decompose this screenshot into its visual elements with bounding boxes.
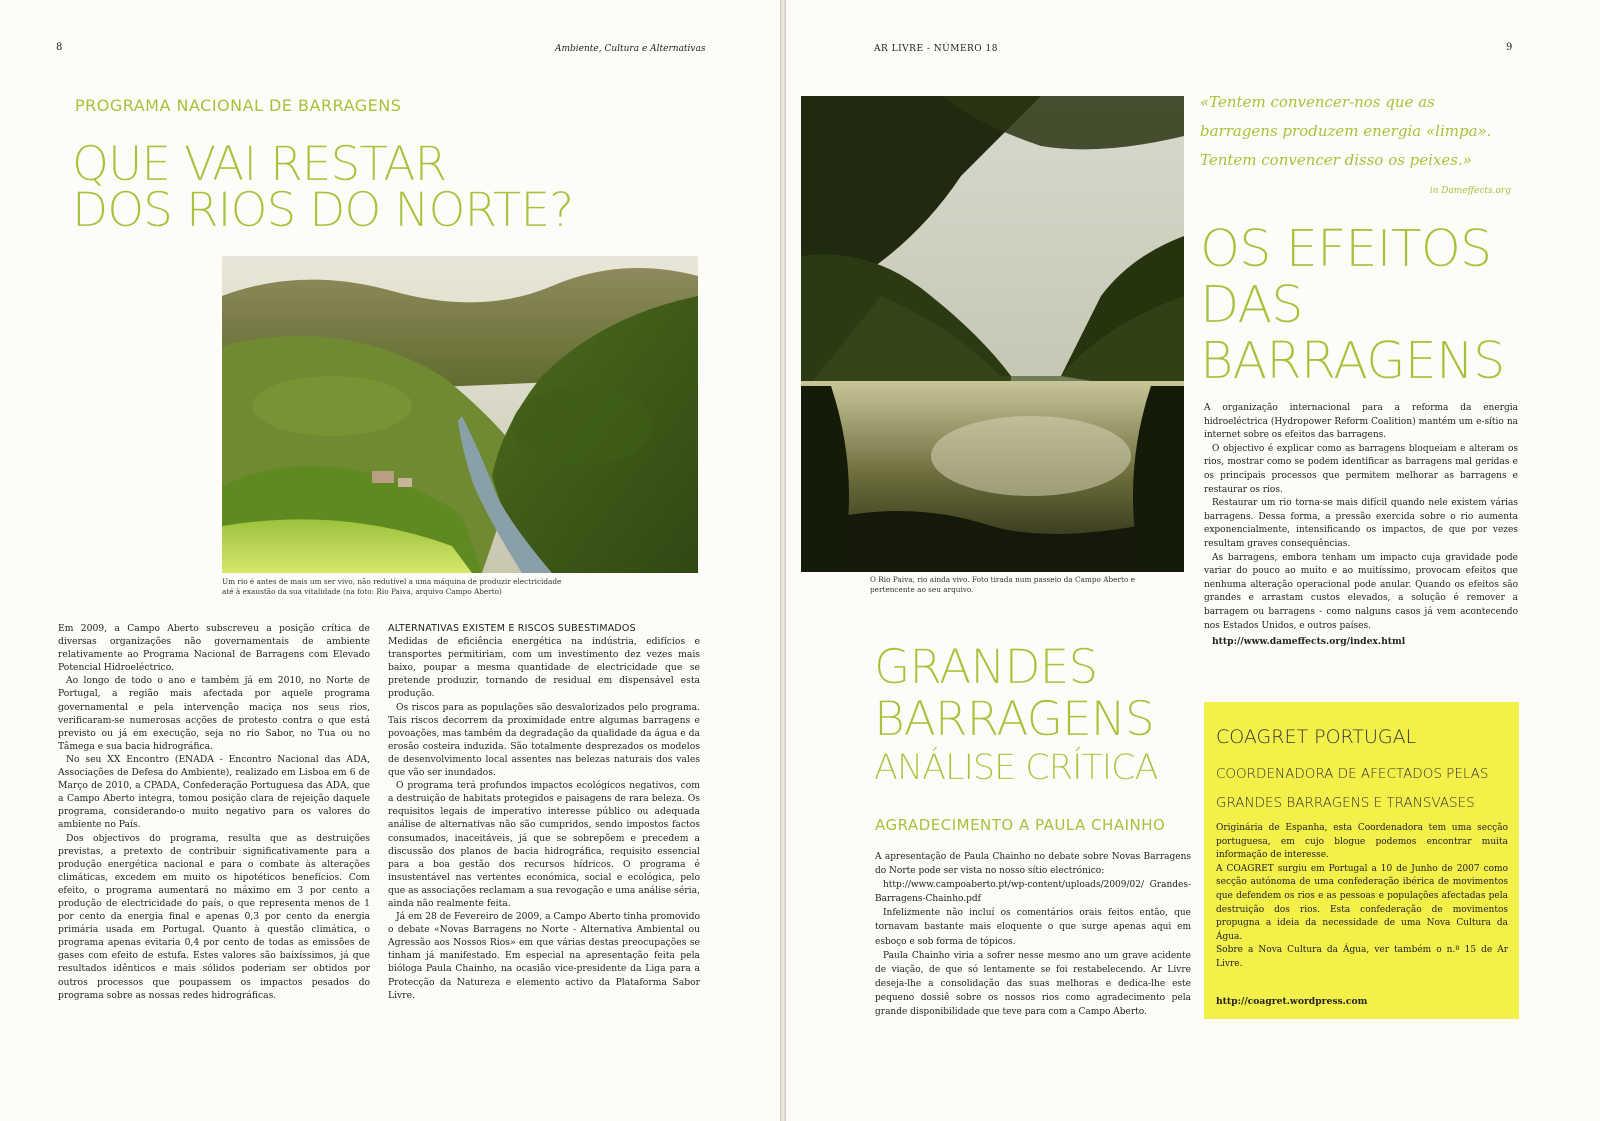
paragraph: Medidas de eficiência energética na indústria, edifícios e transportes permitiriam, com um investimento dez vezes mais baixo, poupar a mesma quantidade de electricidade que se pretende produzir, tornando de residual em dispensável esta produção. <box>388 636 700 700</box>
page-number: 8 <box>56 42 63 53</box>
paragraph: Já em 28 de Fevereiro de 2009, a Campo Aberto tinha promovido o debate «Novas Barragens no Norte - Alternativa Ambiental ou Agressão aos Nossos Rios» em que várias destas preocupações se tinham já manifestado. Em especial na apresentação feita pela bióloga Paula Chainho, na ocasião vice-presidente da Liga para a Protecção da Natureza e elemento activo da Plataforma Sabor Livre. <box>388 911 700 1001</box>
grandes-subtitle: ANÁLISE CRÍTICA <box>874 748 1158 788</box>
agradecimento-heading: AGRADECIMENTO A PAULA CHAINHO <box>875 816 1166 834</box>
photo-caption-line1: O Rio Paiva, rio ainda vivo. Foto tirada num passeio da Campo Aberto e <box>870 575 1135 584</box>
photo-caption <box>870 575 1170 595</box>
paragraph: Originária de Espanha, esta Coordenadora tem uma secção portuguesa, em cujo blogue podemos encontrar muita informação de interesse. <box>1216 823 1508 861</box>
valley-photo <box>222 256 698 573</box>
quote-line1: «Tentem convencer-nos que as <box>1200 93 1435 111</box>
paragraph-link[interactable]: http://www.campoaberto.pt/wp-content/uploads/2009/02/ Grandes-Barragens-Chainho.pdf <box>875 880 1191 905</box>
effects-title-line1: OS EFEITOS <box>1200 220 1492 279</box>
paragraph: Dos objectivos do programa, resulta que as destruições previstas, a pretexto de contribuir significativamente para a produção energética nacional e para o combate às alterações climáticas, excedem em muito os hipotéticos benefícios. Com efeito, o programa aumentará no máximo em 3 por cento a produção de electricidade do país, o que representa menos de 1 por cento da energia final e apenas 0,3 por cento da energia primária usada em Portugal. Quanto à questão climática, o programa apenas evitaria 0,4 por cento de todas as emissões de gases com efeito de estufa. Estes valores são baixíssimos, já que resultados idênticos e mais sólidos poderiam ser obtidos por outros processos que poupassem os impactos pesados do programa sobre as nossas redes hidrográficas. <box>58 832 370 1001</box>
main-title-line1: QUE VAI RESTAR <box>72 137 447 192</box>
running-head: AR LIVRE - NÚMERO 18 <box>874 44 998 54</box>
box-body <box>1216 822 1508 972</box>
article-column-2 <box>388 622 700 1002</box>
page-number: 9 <box>1506 42 1513 53</box>
grandes-title-line1: GRANDES <box>874 640 1098 695</box>
paragraph: Paula Chainho viria a sofrer nesse mesmo ano um grave acidente de viação, de que só lentamente se foi restabelecendo. Ar Livre deseja-lhe a consolidação das suas melhoras e dedica-lhe este pequeno dossiê sobre os nossos rios como agradecimento pela grande disponibilidade que teve para com a Campo Aberto. <box>875 950 1191 1018</box>
photo-caption-line1: Um rio é antes de mais um ser vivo, não redutível a uma máquina de produzir electricidade <box>222 577 562 586</box>
valley-photo-image <box>222 256 698 573</box>
effects-link[interactable]: http://www.dameffects.org/index.html <box>1212 636 1406 648</box>
river-photo <box>801 96 1184 572</box>
subheading: ALTERNATIVAS EXISTEM E RISCOS SUBESTIMADOS <box>388 623 636 634</box>
river-photo-image <box>801 96 1184 572</box>
agradecimento-article <box>875 850 1191 1019</box>
main-title-line2: DOS RIOS DO NORTE? <box>72 183 574 239</box>
section-kicker: PROGRAMA NACIONAL DE BARRAGENS <box>75 96 402 115</box>
box-title: COAGRET PORTUGAL <box>1216 726 1417 748</box>
paragraph: A COAGRET surgiu em Portugal a 10 de Junho de 2007 como secção autónoma de uma confederação ibérica de movimentos que defendem os rios e as pessoas e populações afectadas pela destruição dos rios. Esta confederação de movimentos propugna a ideia da necessidade de uma Nova Cultura da Água. <box>1216 863 1508 942</box>
grandes-title <box>874 642 1158 790</box>
paragraph: Ao longo de todo o ano e também já em 2010, no Norte de Portugal, a região mais afectada por aquele programa governamental e pela intervenção maciça nos seus rios, verificaram-se numerosas acções de protesto contra o que está previsto ou já em execução, seja no rio Sabor, no Tua ou no Tâmega e sua bacia hidrográfica. <box>58 675 370 752</box>
paragraph: O objectivo é explicar como as barragens bloqueiam e alteram os rios, mostrar como se podem identificar as barragens mal geridas e os principais processos que permitem melhorar as barragens e restaurar os rios. <box>1204 443 1518 495</box>
box-subtitle-line2: GRANDES BARRAGENS E TRANSVASES <box>1216 795 1475 811</box>
coagret-link[interactable]: http://coagret.wordpress.com <box>1216 996 1368 1007</box>
photo-caption-line2: pertencente ao seu arquivo. <box>870 585 974 594</box>
main-title <box>72 137 574 239</box>
right-page <box>786 0 1600 1121</box>
box-subtitle-line1: COORDENADORA DE AFECTADOS PELAS <box>1216 766 1489 782</box>
effects-article <box>1204 402 1518 649</box>
paragraph: A organização internacional para a reforma da energia hidroeléctrica (Hydropower Reform Coalition) mantém um e-sítio na internet sobre os efeitos das barragens. <box>1204 403 1518 441</box>
pull-quote <box>1200 88 1520 175</box>
effects-title-line3: BARRAGENS <box>1200 332 1505 391</box>
effects-title <box>1200 222 1504 390</box>
paragraph: O programa terá profundos impactos ecológicos negativos, com a destruição de habitats protegidos e paisagens de rara beleza. Os requisitos legais de imperativo interesse público ou adequada análise de alternativas não são cumpridos, sendo impostos factos consumados, inaceitáveis, já que se sobrepõem e precedem a discussão dos planos de bacia hidrográfica, requisito essencial para a boa gestão dos recursos hídricos. O programa é insustentável nas vertentes económica, social e ecológica, pelo que as associações reclamam a sua revogação e uma análise séria, ainda não realmente feita. <box>388 780 700 909</box>
box-subtitle <box>1216 760 1489 818</box>
paragraph: As barragens, embora tenham um impacto cuja gravidade pode variar do pouco ao muito e ao muitíssimo, provocam efeitos que nenhuma alteração operacional pode anular. Quando os efeitos são grandes e arrastam custos elevados, a solução é remover a barragem ou barragens - como nalguns casos já vem acontecendo nos Estados Unidos, e outros países. <box>1204 552 1518 631</box>
paragraph: Infelizmente não incluí os comentários orais feitos então, que tornavam bastante mais eloquente o que surge apenas aqui em esboço e sob forma de tópicos. <box>875 908 1191 947</box>
grandes-title-line2: BARRAGENS <box>874 692 1154 747</box>
photo-caption-line2: até à exaustão da sua vitalidade (na foto: Rio Paiva, arquivo Campo Aberto) <box>222 587 502 596</box>
paragraph: No seu XX Encontro (ENADA - Encontro Nacional das ADA, Associações de Defesa do Ambiente), realizado em Lisboa em 6 de Março de 2010, a CPADA, Confederação Portuguesa das ADA, que a Campo Aberto integra, tomou posição clara de rejeição daquele programa, considerando-o muito negativo para os valores do ambiente no País. <box>58 753 370 831</box>
coagret-box <box>1204 702 1519 1019</box>
paragraph: Restaurar um rio torna-se mais difícil quando nele existem várias barragens. Dessa forma, a pressão exercida sobre o rio aumenta exponencialmente, intensificando os impactos, de que por vezes resultam graves consequências. <box>1204 498 1518 549</box>
effects-title-line2: DAS <box>1200 276 1303 335</box>
running-head: Ambiente, Cultura e Alternativas <box>555 44 706 54</box>
paragraph: A apresentação de Paula Chainho no debate sobre Novas Barragens do Norte pode ser vista no nosso sítio electrónico: <box>875 852 1191 877</box>
quote-source: in Dameffects.org <box>1429 186 1511 196</box>
quote-line3: Tentem convencer disso os peixes.» <box>1200 151 1472 169</box>
article-column-1 <box>58 622 370 1002</box>
paragraph: Sobre a Nova Cultura da Água, ver também o n.º 15 de Ar Livre. <box>1216 945 1508 969</box>
paragraph: Os riscos para as populações são desvalorizados pelo programa. Tais riscos decorrem da proximidade entre algumas barragens e povoações, mas também da degradação da qualidade da água e da erosão costeira induzida. São totalmente desprezados os modelos de desenvolvimento local assentes nas belezas naturais dos vales que vão ser inundados. <box>388 701 700 779</box>
photo-caption <box>222 577 698 597</box>
left-page <box>0 0 780 1121</box>
paragraph: Em 2009, a Campo Aberto subscreveu a posição crítica de diversas organizações não governamentais de ambiente relativamente ao Programa Nacional de Barragens com Elevado Potencial Hidroeléctrico. <box>58 623 370 674</box>
quote-line2: barragens produzem energia «limpa». <box>1200 122 1492 140</box>
